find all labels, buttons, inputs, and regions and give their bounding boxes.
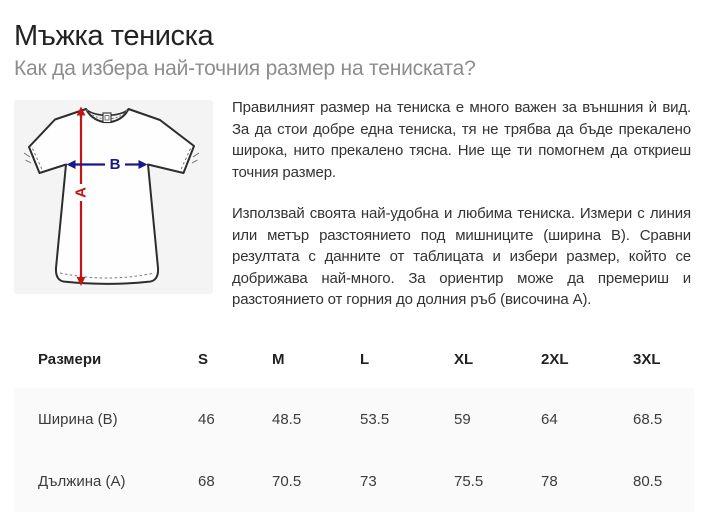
width-value-l: 53.5 xyxy=(360,410,390,428)
size-header-3xl: 3XL xyxy=(633,330,694,388)
tshirt-measurement-diagram xyxy=(14,100,213,294)
tshirt-illustration-svg xyxy=(14,100,213,294)
length-value-2xl: 78 xyxy=(541,472,558,490)
table-row-length xyxy=(14,450,694,512)
size-header-s: S xyxy=(198,330,272,388)
length-value-s: 68 xyxy=(198,472,215,490)
length-value-3xl: 80.5 xyxy=(633,472,663,490)
width-value-s: 46 xyxy=(198,410,215,428)
intro-paragraph-1: Правилният размер на тениска е много важен за външния ѝ вид. За да стои добре една тениска, тя не трябва да бъде прекалено широка, нито прекалено тясна. Ние ще ти помогнем да откриеш точния размер. xyxy=(232,99,691,181)
length-value-xl: 75.5 xyxy=(454,472,484,490)
length-value-l: 73 xyxy=(360,472,377,490)
height-label: A xyxy=(72,187,90,198)
intro-paragraph-2: Използвай своята най-удобна и любима тениска. Измери с линия или метър разстоянието под мишниците (ширина B). Сравни резултата с данните от таблицата и избери размер, който се добрижава най-много. За ориентир може да премериш и разстоянието от горния до долния ръб (височина A). xyxy=(232,205,691,308)
tshirt-outline xyxy=(24,109,199,284)
size-header-m: M xyxy=(272,330,360,388)
size-table-header-row xyxy=(14,330,694,388)
width-value-xl: 59 xyxy=(454,410,471,428)
page-subtitle: Как да избера най-точния размер на тениската? xyxy=(14,57,476,80)
width-value-3xl: 68.5 xyxy=(633,410,663,428)
size-table xyxy=(14,330,694,512)
intro-text xyxy=(232,97,691,311)
row-label-width: Ширина (B) xyxy=(38,410,118,428)
size-header-l: L xyxy=(360,330,454,388)
collar-tag-icon xyxy=(103,113,111,123)
size-header-2xl: 2XL xyxy=(541,330,633,388)
row-label-length: Дължина (A) xyxy=(38,472,126,490)
width-value-2xl: 64 xyxy=(541,410,558,428)
width-value-m: 48.5 xyxy=(272,410,302,428)
table-row-width xyxy=(14,388,694,450)
sizes-column-header: Размери xyxy=(14,330,198,388)
page-title: Мъжка тениска xyxy=(14,20,214,52)
length-value-m: 70.5 xyxy=(272,472,302,490)
size-header-xl: XL xyxy=(454,330,541,388)
width-label: B xyxy=(109,156,121,173)
